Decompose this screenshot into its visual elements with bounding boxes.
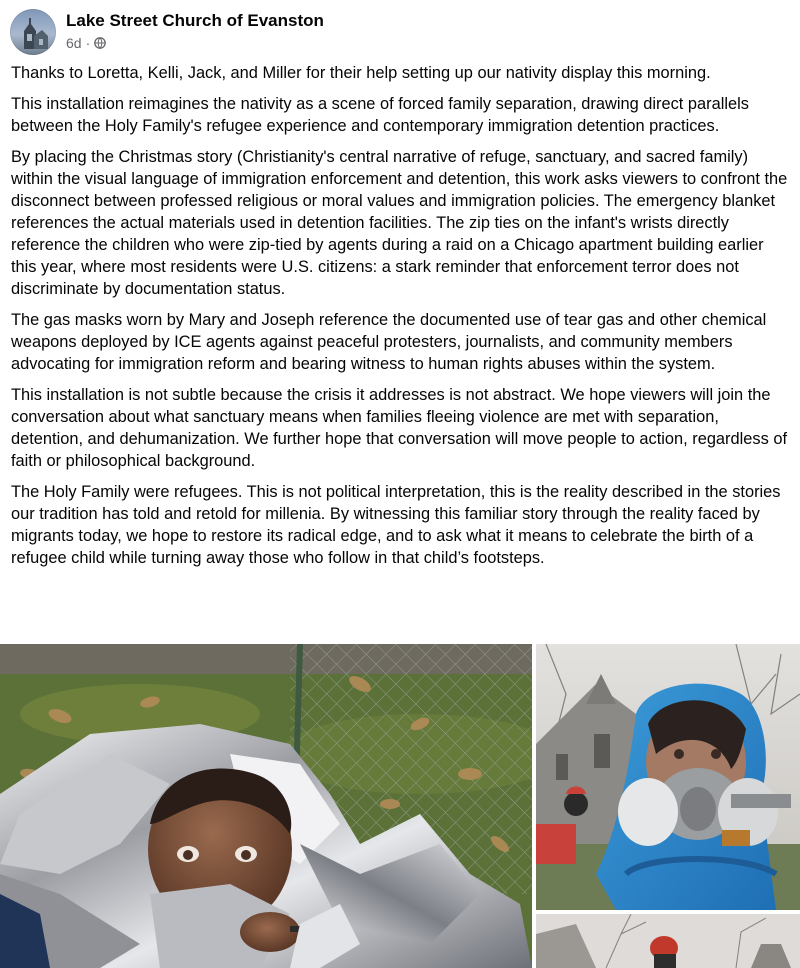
photo-gas-mask-illustration	[536, 644, 800, 910]
photo-third-illustration	[536, 914, 800, 968]
post-paragraph: This installation is not subtle because the crisis it addresses is not abstract. We hope viewers will join the conversation about what sanctuary means when families fleeing violence are met with separation, detention, and dehumanization. We further hope that conversation will move people to action, regardless of faith or philosophical background.	[11, 386, 787, 470]
post-paragraph: The gas masks worn by Mary and Joseph reference the documented use of tear gas and other chemical weapons deployed by ICE agents against peaceful protesters, journalists, and community members advocating for immigration reform and bearing witness to human rights abuses within the system.	[11, 311, 767, 373]
post-paragraph: By placing the Christmas story (Christianity's central narrative of refuge, sanctuary, and sacred family) within the visual language of immigration enforcement and detention, this work asks viewers to confront the disconnect between professed religious or moral values and immigration policies. The emergency blanket references the actual materials used in detention facilities. The zip ties on the infant's wrists directly reference the children who were zip-tied by agents during a raid on a Chicago apartment building earlier this year, where most residents were U.S. citizens: a stark reminder that enforcement terror does not discriminate by documentation status.	[11, 148, 788, 298]
photo-third-partial[interactable]	[536, 914, 800, 968]
photo-grid	[0, 644, 800, 968]
post-header	[10, 9, 790, 57]
photo-infant-illustration	[0, 644, 532, 968]
post-meta	[66, 35, 106, 51]
post-paragraph: Thanks to Loretta, Kelli, Jack, and Miller for their help setting up our nativity display this morning.	[11, 64, 711, 82]
post-paragraph: This installation reimagines the nativity as a scene of forced family separation, drawing direct parallels between the Holy Family's refugee experience and contemporary immigration detention practices.	[11, 95, 749, 135]
post-timestamp[interactable]: 6d	[66, 35, 82, 51]
globe-icon[interactable]	[94, 37, 106, 49]
post-author[interactable]: Lake Street Church of Evanston	[66, 11, 324, 30]
photo-figure-gas-mask[interactable]	[536, 644, 800, 910]
church-icon	[18, 18, 48, 49]
post-body	[11, 62, 791, 578]
post-paragraph: The Holy Family were refugees. This is not political interpretation, this is the reality described in the stories our tradition has told and retold for millenia. By witnessing this familiar story through the reality faced by migrants today, we hope to restore its radical edge, and to ask what it means to celebrate the birth of a refugee child while turning away those who follow in that child’s footsteps.	[11, 483, 781, 567]
photo-infant-in-blanket[interactable]	[0, 644, 532, 968]
meta-separator: ·	[85, 35, 91, 51]
avatar[interactable]	[10, 9, 56, 55]
